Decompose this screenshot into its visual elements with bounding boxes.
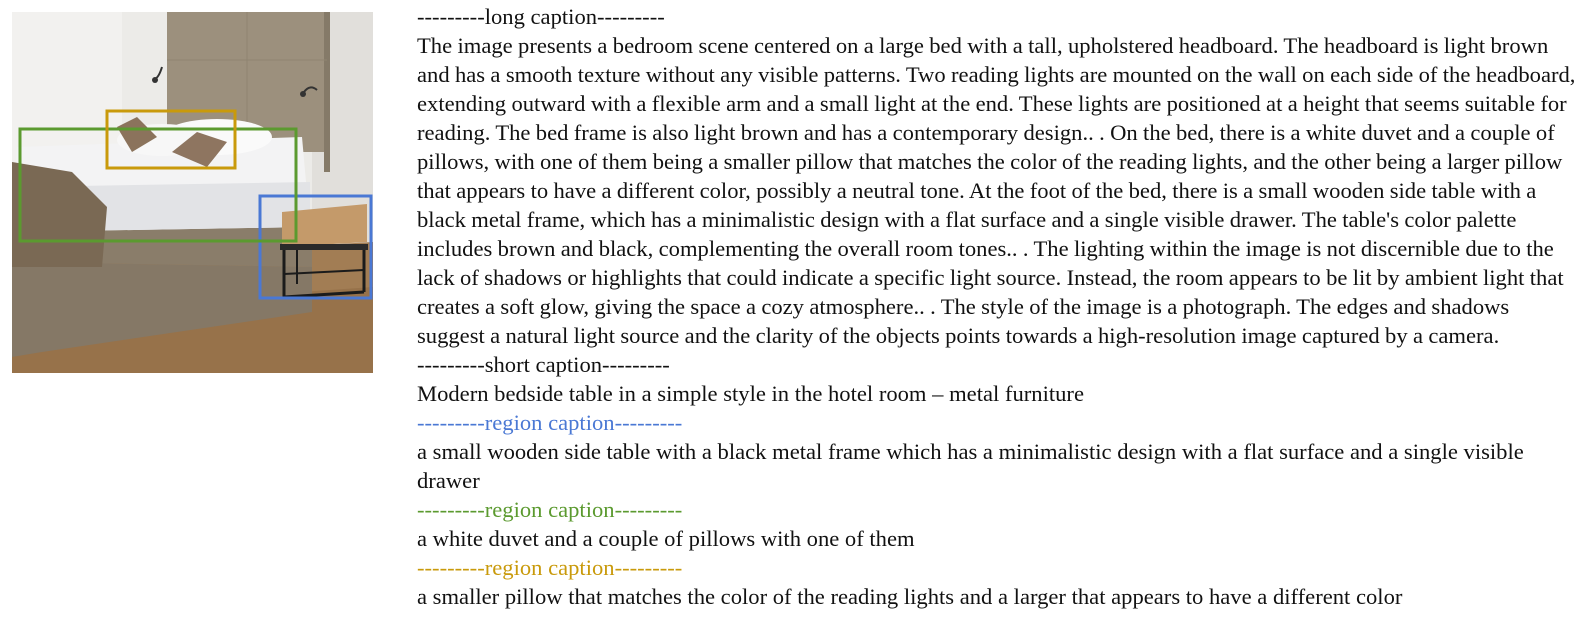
bedroom-photo-drawing: [12, 12, 373, 373]
long-caption-text: The image presents a bedroom scene centered on a large bed with a tall, upholstered headboard. The headboard is light brown and has a smooth texture without any visible patterns. Two reading lights are mounted on the wall on each side of the headboard, extending outward with a flexible arm and a small light at the end. These lights are positioned at a height that seems suitable for reading. The bed frame is also light brown and has a contemporary design.. . On the bed, there is a white duvet and a couple of pillows, with one of them being a smaller pillow that matches the color of the reading lights, and the other being a larger pillow that appears to have a different color, possibly a neutral tone. At the foot of the bed, there is a small wooden side table with a black metal frame, which has a minimalistic design with a flat surface and a single visible drawer. The table's color palette includes brown and black, complementing the overall room tones.. . The lighting within the image is not discernible due to the lack of shadows or highlights that could indicate a specific light source. Instead, the room appears to be lit by ambient light that creates a soft glow, giving the space a cozy atmosphere.. . The style of the image is a photograph. The edges and shadows suggest a natural light source and the clarity of the objects points towards a high-resolution image captured by a camera.: [417, 33, 1576, 348]
short-caption-text: Modern bedside table in a simple style in the hotel room – metal furniture: [417, 381, 1084, 406]
region-caption-blue-text: a small wooden side table with a black metal frame which has a minimalistic design with a flat surface and a single visible drawer: [417, 439, 1524, 493]
region-caption-blue-header: ---------region caption---------: [417, 410, 683, 435]
bedroom-photo: [12, 12, 373, 373]
region-caption-yellow-header: ---------region caption---------: [417, 555, 683, 580]
region-caption-green-text: a white duvet and a couple of pillows with one of them: [417, 526, 915, 551]
short-caption-header: ---------short caption---------: [417, 352, 670, 377]
long-caption-header: ---------long caption---------: [417, 4, 665, 29]
region-caption-yellow-text: a smaller pillow that matches the color of the reading lights and a larger that appears to have a different color: [417, 584, 1403, 609]
region-caption-green-header: ---------region caption---------: [417, 497, 683, 522]
caption-column: [417, 2, 1577, 611]
